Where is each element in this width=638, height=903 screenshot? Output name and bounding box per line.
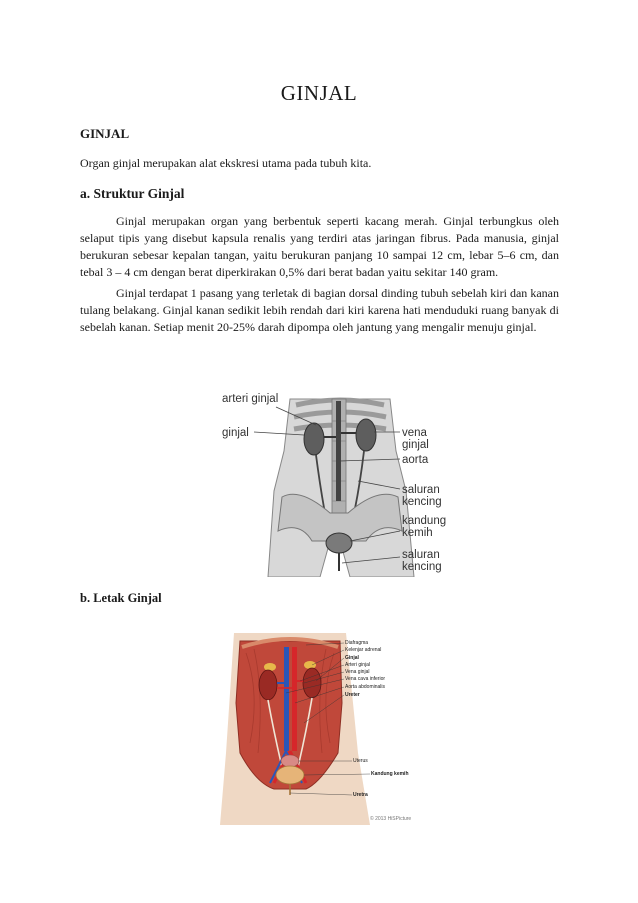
label-uretra: Uretra xyxy=(353,792,368,798)
label-saluran-kencing-2: saluran kencing xyxy=(402,549,442,573)
label-vena-ginjal-2: Vena ginjal xyxy=(345,669,370,675)
label-ginjal-2: Ginjal xyxy=(345,655,359,661)
label-kelenjar-adrenal: Kelenjar adrenal xyxy=(345,647,382,653)
label-aorta: aorta xyxy=(402,454,429,466)
label-vena-ginjal: vena ginjal xyxy=(402,427,429,451)
label-arteri-ginjal-2: Arteri ginjal xyxy=(345,662,371,668)
main-heading: GINJAL xyxy=(80,126,130,141)
kidney-location-illustration xyxy=(220,633,420,825)
label-arteri-ginjal: arteri ginjal xyxy=(222,393,279,405)
section-a-paragraph-1: Ginjal merupakan organ yang berbentuk seperti kacang merah. Ginjal terbungkus oleh selaput tipis yang disebut kapsula renalis yang terdiri atas jaringan fibrus. Pada manusia, ginjal berukuran sebesar kepalan tangan, yaitu berukuran panjang 10 sampai 12 cm, lebar 5–6 cm, dan tebal 3 – 4 cm dengan berat diperkirakan 0,5% dari berat badan yaitu sekitar 140 gram. xyxy=(80,214,559,279)
page-title: GINJAL xyxy=(280,81,358,105)
figure-copyright: © 2013 HiSPicture xyxy=(370,816,412,822)
label-uterus: Uterus xyxy=(353,758,368,764)
section-a-heading: a. Struktur Ginjal xyxy=(80,186,185,201)
label-kandung-kemih: kandung kemih xyxy=(402,515,447,539)
intro-text: Organ ginjal merupakan alat ekskresi utama pada tubuh kita. xyxy=(80,156,372,170)
label-aorta-abdominalis: Aorta abdominalis xyxy=(345,684,386,690)
label-kandung-kemih-2: Kandung kemih xyxy=(371,771,409,777)
label-ureter: Ureter xyxy=(345,692,360,698)
urinary-system-figure xyxy=(220,391,456,577)
label-ginjal: ginjal xyxy=(222,427,249,439)
section-b-heading: b. Letak Ginjal xyxy=(80,591,162,605)
label-diafragma: Diafragma xyxy=(345,640,369,646)
section-a-paragraph-2: Ginjal terdapat 1 pasang yang terletak di bagian dorsal dinding tubuh sebelah kiri dan kanan tulang belakang. Ginjal kanan sedikit lebih rendah dari kiri karena hati menduduki ruang banyak di sebelah kanan. Setiap menit 20-25% darah dipompa oleh jantung yang mengalir menuju ginjal. xyxy=(80,286,559,334)
label-saluran-kencing-1: saluran kencing xyxy=(402,484,442,508)
label-vena-cava: Vena cava inferior xyxy=(345,676,386,682)
kidney-location-figure xyxy=(220,633,420,825)
